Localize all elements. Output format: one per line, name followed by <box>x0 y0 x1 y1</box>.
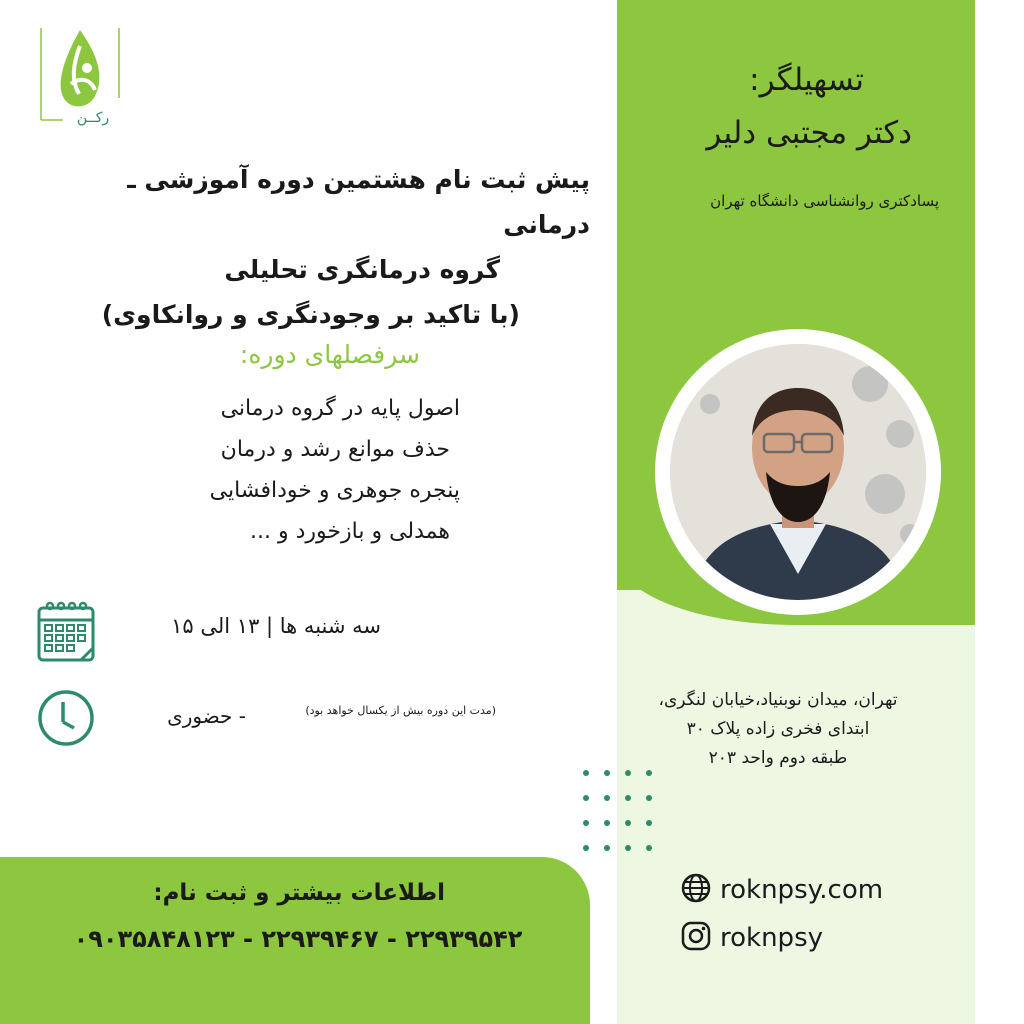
attendance-mode <box>36 688 496 748</box>
title-line-3: (با تاکید بر وجودنگری و روانکاوی) <box>101 300 520 329</box>
address-line-3: طبقه دوم واحد ۲۰۳ <box>708 748 848 768</box>
rokn-logo <box>35 24 125 132</box>
facilitator-photo <box>670 344 926 600</box>
facilitator-degree: پسادکتری روانشناسی دانشگاه تهران <box>710 192 939 210</box>
address-line-2: ابتدای فخری زاده پلاک ۳۰ <box>686 719 870 739</box>
topics-list <box>140 388 460 552</box>
course-title <box>40 157 590 337</box>
globe-icon <box>680 872 712 908</box>
instagram-text: roknpsy <box>720 923 823 953</box>
title-line-2: گروه درمانگری تحلیلی <box>224 255 500 284</box>
address <box>618 686 938 773</box>
mode-text: - حضوری <box>167 704 246 728</box>
registration-heading: اطلاعات بیشتر و ثبت نام: <box>153 880 445 906</box>
topic-item: اصول پایه در گروه درمانی <box>220 396 460 421</box>
duration-note: (مدت این دوره بیش از یکسال خواهد بود) <box>305 704 496 717</box>
right-panel-light <box>617 590 975 1024</box>
right-margin <box>975 0 1024 1024</box>
address-line-1: تهران، میدان نوبنیاد،خیابان لنگری، <box>658 690 898 710</box>
logo-text: رکــن <box>76 110 110 126</box>
title-line-1: پیش ثبت نام هشتمین دوره آموزشی ـ درمانی <box>127 165 590 239</box>
schedule-text: سه شنبه ها | ۱۳ الی ۱۵ <box>171 614 381 638</box>
website-link[interactable] <box>680 870 883 910</box>
clock-icon <box>36 688 96 752</box>
topic-item: پنجره جوهری و خودافشایی <box>209 478 460 503</box>
schedule <box>36 600 381 664</box>
phone-numbers: ۰۹۰۳۵۸۴۸۱۲۳ - ۲۲۹۳۹۴۶۷ - ۲۲۹۳۹۵۴۲ <box>73 925 523 953</box>
instagram-icon <box>680 920 712 956</box>
topic-item: همدلی و بازخورد و ... <box>250 519 450 544</box>
topic-item: حذف موانع رشد و درمان <box>220 437 450 462</box>
website-text: roknpsy.com <box>720 875 884 905</box>
decorative-dots <box>583 770 653 852</box>
calendar-icon <box>36 600 96 668</box>
facilitator-name: دکتر مجتبی دلیر <box>706 115 912 151</box>
topics-heading: سرفصلهای دوره: <box>239 340 420 369</box>
facilitator-label: تسهیلگر: <box>749 62 864 98</box>
instagram-link[interactable] <box>680 918 823 958</box>
